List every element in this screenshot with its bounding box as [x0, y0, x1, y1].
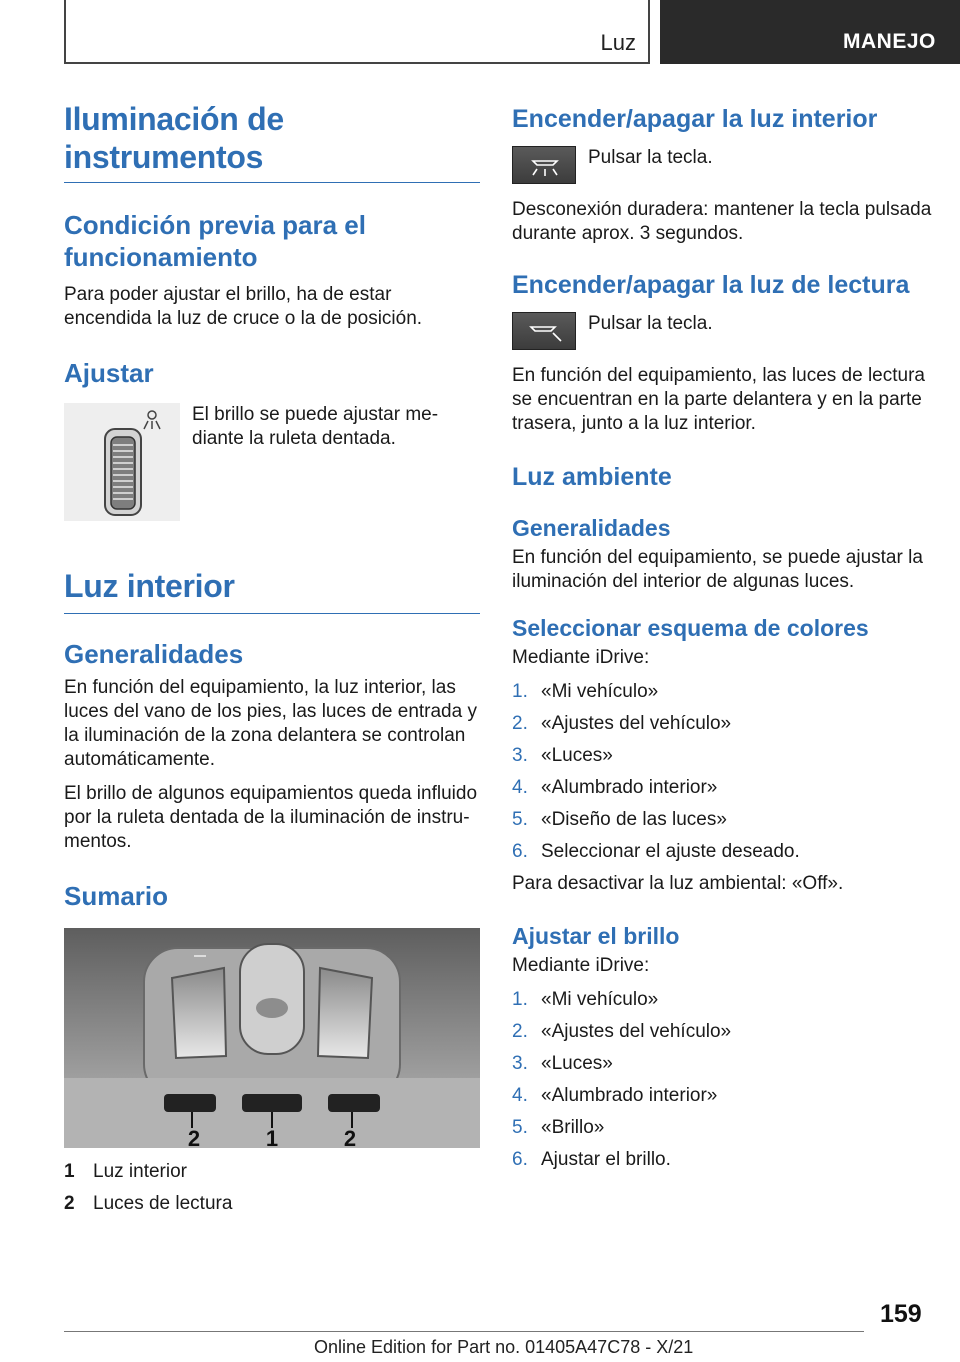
legend-item: 2 Luces de lectura: [64, 1193, 233, 1214]
title-luz-interior: Luz interior: [64, 568, 235, 604]
heading-condicion: Condición previa para el funcionamiento: [64, 210, 366, 272]
title-iluminacion: Iluminación de instrumentos: [64, 101, 284, 175]
title-rule: [64, 182, 480, 183]
list-item: 2. «Ajustes del vehículo»: [512, 1021, 732, 1042]
luz-interior-rule: [64, 613, 480, 614]
overhead-console-image: [64, 928, 480, 1148]
footer-edition: Online Edition for Part no. 01405A47C78 - X/21: [314, 1337, 694, 1357]
list-item: 4. «Alumbrado interior»: [512, 1085, 718, 1106]
heading-interior-onoff: Encender/apagar la luz interior: [512, 105, 878, 133]
header-section-box: [64, 0, 650, 64]
footer-rule: [64, 1331, 864, 1332]
text-generalidades-1: En función del equipamiento, la luz interior, las luces del vano de los pies, las luces de entrada y la iluminación de la zona delantera se controlan automáticamente.: [64, 677, 477, 770]
brillo-steps: [512, 988, 932, 1172]
heading-colores: Seleccionar esquema de colores: [512, 615, 869, 641]
interior-light-button-icon: [512, 146, 576, 184]
text-lectura-press: Pulsar la tecla.: [588, 313, 713, 334]
legend-list: [64, 1160, 480, 1216]
left-column: [64, 100, 480, 1224]
list-item: 6. Ajustar el brillo.: [512, 1149, 671, 1170]
heading-luz-ambiente: Luz ambiente: [512, 463, 672, 491]
text-colores-intro: Mediante iDrive:: [512, 647, 650, 668]
text-generalidades-2: El brillo de algunos equipamientos queda influido por la ruleta dentada de la iluminación de instrumentos.: [64, 783, 478, 852]
header-chapter-tab: MANEJO: [660, 0, 960, 64]
page-number: 159: [880, 1300, 922, 1328]
text-interior-press: Pulsar la tecla.: [588, 147, 713, 168]
heading-lectura-onoff: Encender/apagar la luz de lectura: [512, 271, 910, 299]
text-brillo-intro: Mediante iDrive:: [512, 955, 650, 976]
header-section-title: Luz: [600, 30, 636, 55]
list-item: 3. «Luces»: [512, 1053, 613, 1074]
list-item: 1. «Mi vehículo»: [512, 989, 659, 1010]
list-item: 1. «Mi vehículo»: [512, 681, 659, 702]
list-item: 2. «Ajustes del vehículo»: [512, 713, 732, 734]
list-item: 5. «Diseño de las luces»: [512, 809, 727, 830]
list-item: 6. Seleccionar el ajuste deseado.: [512, 841, 800, 862]
heading-amb-generalidades: Generalidades: [512, 515, 671, 541]
right-column: [512, 100, 932, 1180]
heading-ajustar: Ajustar: [64, 358, 154, 388]
text-ajustar: El brillo se puede ajustar mediante la ruleta dentada.: [192, 404, 439, 449]
colores-steps: [512, 680, 932, 864]
figure-label-left: 2: [187, 1126, 201, 1148]
list-item: 4. «Alumbrado interior»: [512, 777, 718, 798]
heading-sumario: Sumario: [64, 881, 169, 911]
text-amb-generalidades: En función del equipamiento, se puede ajustar la iluminación del interior de algunas luces.: [512, 547, 923, 592]
reading-light-button-icon: [512, 312, 576, 350]
list-item: 5. «Brillo»: [512, 1117, 605, 1138]
heading-brillo: Ajustar el brillo: [512, 923, 680, 949]
text-condicion: Para poder ajustar el brillo, ha de estar encendida la luz de cruce o la de posición.: [64, 284, 423, 329]
thumbwheel-image: [64, 403, 180, 521]
legend-item: 1 Luz interior: [64, 1161, 187, 1182]
heading-generalidades: Generalidades: [64, 639, 244, 669]
figure-label-center: 1: [265, 1126, 279, 1148]
text-lectura-desc: En función del equipamiento, las luces de lectura se encuentran en la parte delantera y en la parte trasera, junto a la luz interior.: [512, 365, 925, 434]
text-interior-desc: Desconexión duradera: mantener la tecla pulsada durante aprox. 3 segundos.: [512, 199, 932, 244]
figure-label-right: 2: [343, 1126, 357, 1148]
text-colores-off: Para desactivar la luz ambiental: «Off».: [512, 873, 844, 894]
list-item: 3. «Luces»: [512, 745, 613, 766]
